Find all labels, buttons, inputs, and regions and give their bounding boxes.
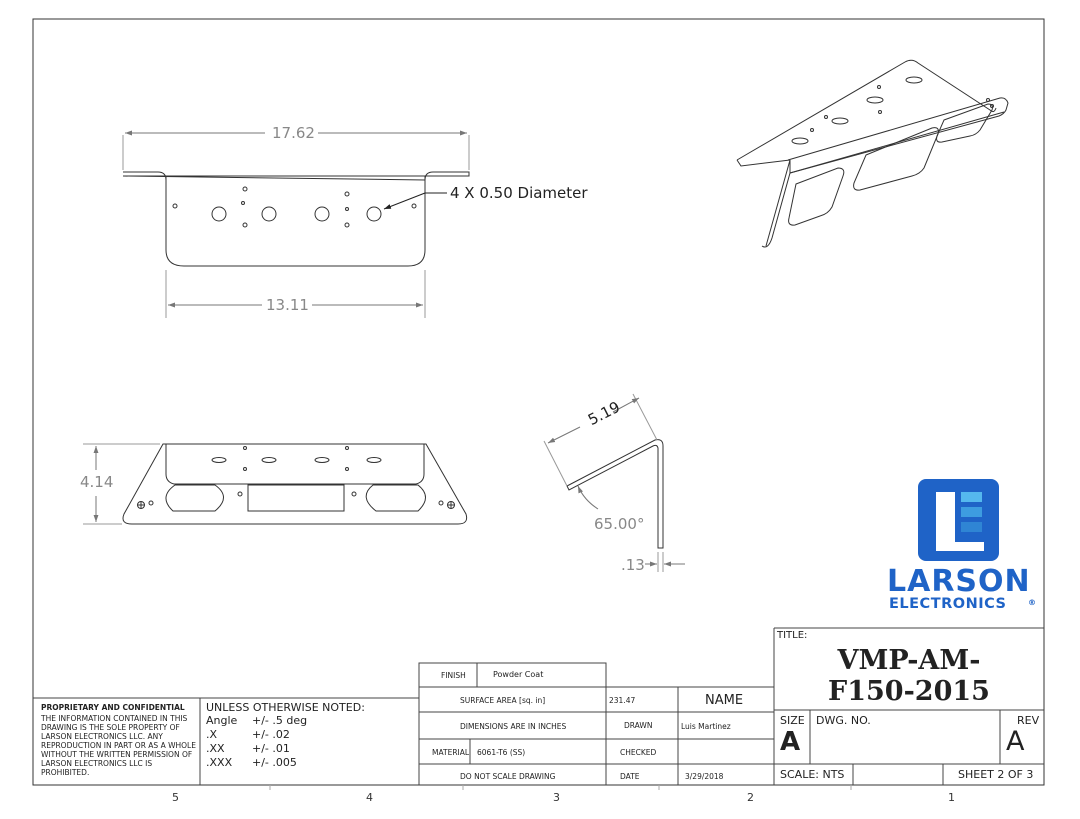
dim-side-angle: 65.00° [594,515,645,533]
drawing-title-line1: VMP-AM- [837,645,981,676]
logo-wordmark-electronics: ELECTRONICS [889,596,1007,612]
zone-number: 3 [553,791,560,804]
larson-logo-mark [918,479,999,561]
tolerance-label: Angle [206,714,238,727]
size-value: A [780,727,801,757]
date-value: 3/29/2018 [685,772,724,781]
dim-top-bottom-width: 13.11 [266,296,309,314]
tolerance-label: .XX [206,742,225,755]
logo-registered-mark: ® [1028,598,1036,607]
finish-label: FINISH [441,671,466,680]
material-value: 6061-T6 (SS) [477,748,526,757]
name-label: NAME [705,693,744,708]
rev-value: A [1006,726,1025,757]
scale-label: SCALE: NTS [780,768,845,781]
title-label: TITLE: [777,630,808,641]
zone-number: 2 [747,791,754,804]
proprietary-line: WITHOUT THE WRITTEN PERMISSION OF [41,750,193,759]
no-scale-label: DO NOT SCALE DRAWING [460,772,556,781]
tolerance-value: +/- .005 [252,756,297,769]
tolerance-value: +/- .02 [252,728,290,741]
material-label: MATERIAL [432,748,470,757]
tolerance-label: .X [206,728,218,741]
tolerance-value: +/- .01 [252,742,290,755]
proprietary-line: PROHIBITED. [41,768,90,777]
side-view [544,394,685,572]
finish-value: Powder Coat [493,670,544,679]
dim-side-thickness: .13 [621,556,645,574]
rev-label: REV [1017,714,1040,727]
proprietary-heading: PROPRIETARY AND CONFIDENTIAL [41,703,185,712]
zone-number: 5 [172,791,179,804]
zone-number: 1 [948,791,955,804]
isometric-view [737,60,1008,247]
dwg-no-label: DWG. NO. [816,714,871,727]
dim-side-flange: 5.19 [585,397,623,430]
front-view [83,444,467,524]
surface-area-label: SURFACE AREA [sq. in] [460,696,546,705]
tolerance-heading: UNLESS OTHERWISE NOTED: [206,701,365,714]
logo-wordmark-larson: LARSON [887,564,1031,599]
zone-number: 4 [366,791,373,804]
proprietary-line: DRAWING IS THE SOLE PROPERTY OF [41,723,180,732]
size-label: SIZE [780,714,805,727]
proprietary-line: LARSON ELECTRONICS LLC. ANY [41,732,163,741]
tolerance-label: .XXX [206,756,233,769]
proprietary-line: THE INFORMATION CONTAINED IN THIS [41,714,188,723]
tolerance-value: +/- .5 deg [252,714,308,727]
dim-front-height: 4.14 [80,473,114,491]
dim-top-overall-width: 17.62 [272,124,315,142]
proprietary-line: LARSON ELECTRONICS LLC IS [41,759,153,768]
sheet-label: SHEET 2 OF 3 [958,768,1034,781]
drawing-title-line2: F150-2015 [828,676,990,707]
date-label: DATE [620,772,640,781]
top-view [123,133,469,318]
dimensions-label: DIMENSIONS ARE IN INCHES [460,722,567,731]
checked-label: CHECKED [620,748,657,757]
surface-area-value: 231.47 [609,696,636,705]
drawn-value: Luis Martinez [681,722,731,731]
drawn-label: DRAWN [624,721,653,730]
dim-hole-note: 4 X 0.50 Diameter [450,184,588,202]
proprietary-line: REPRODUCTION IN PART OR AS A WHOLE [41,741,196,750]
